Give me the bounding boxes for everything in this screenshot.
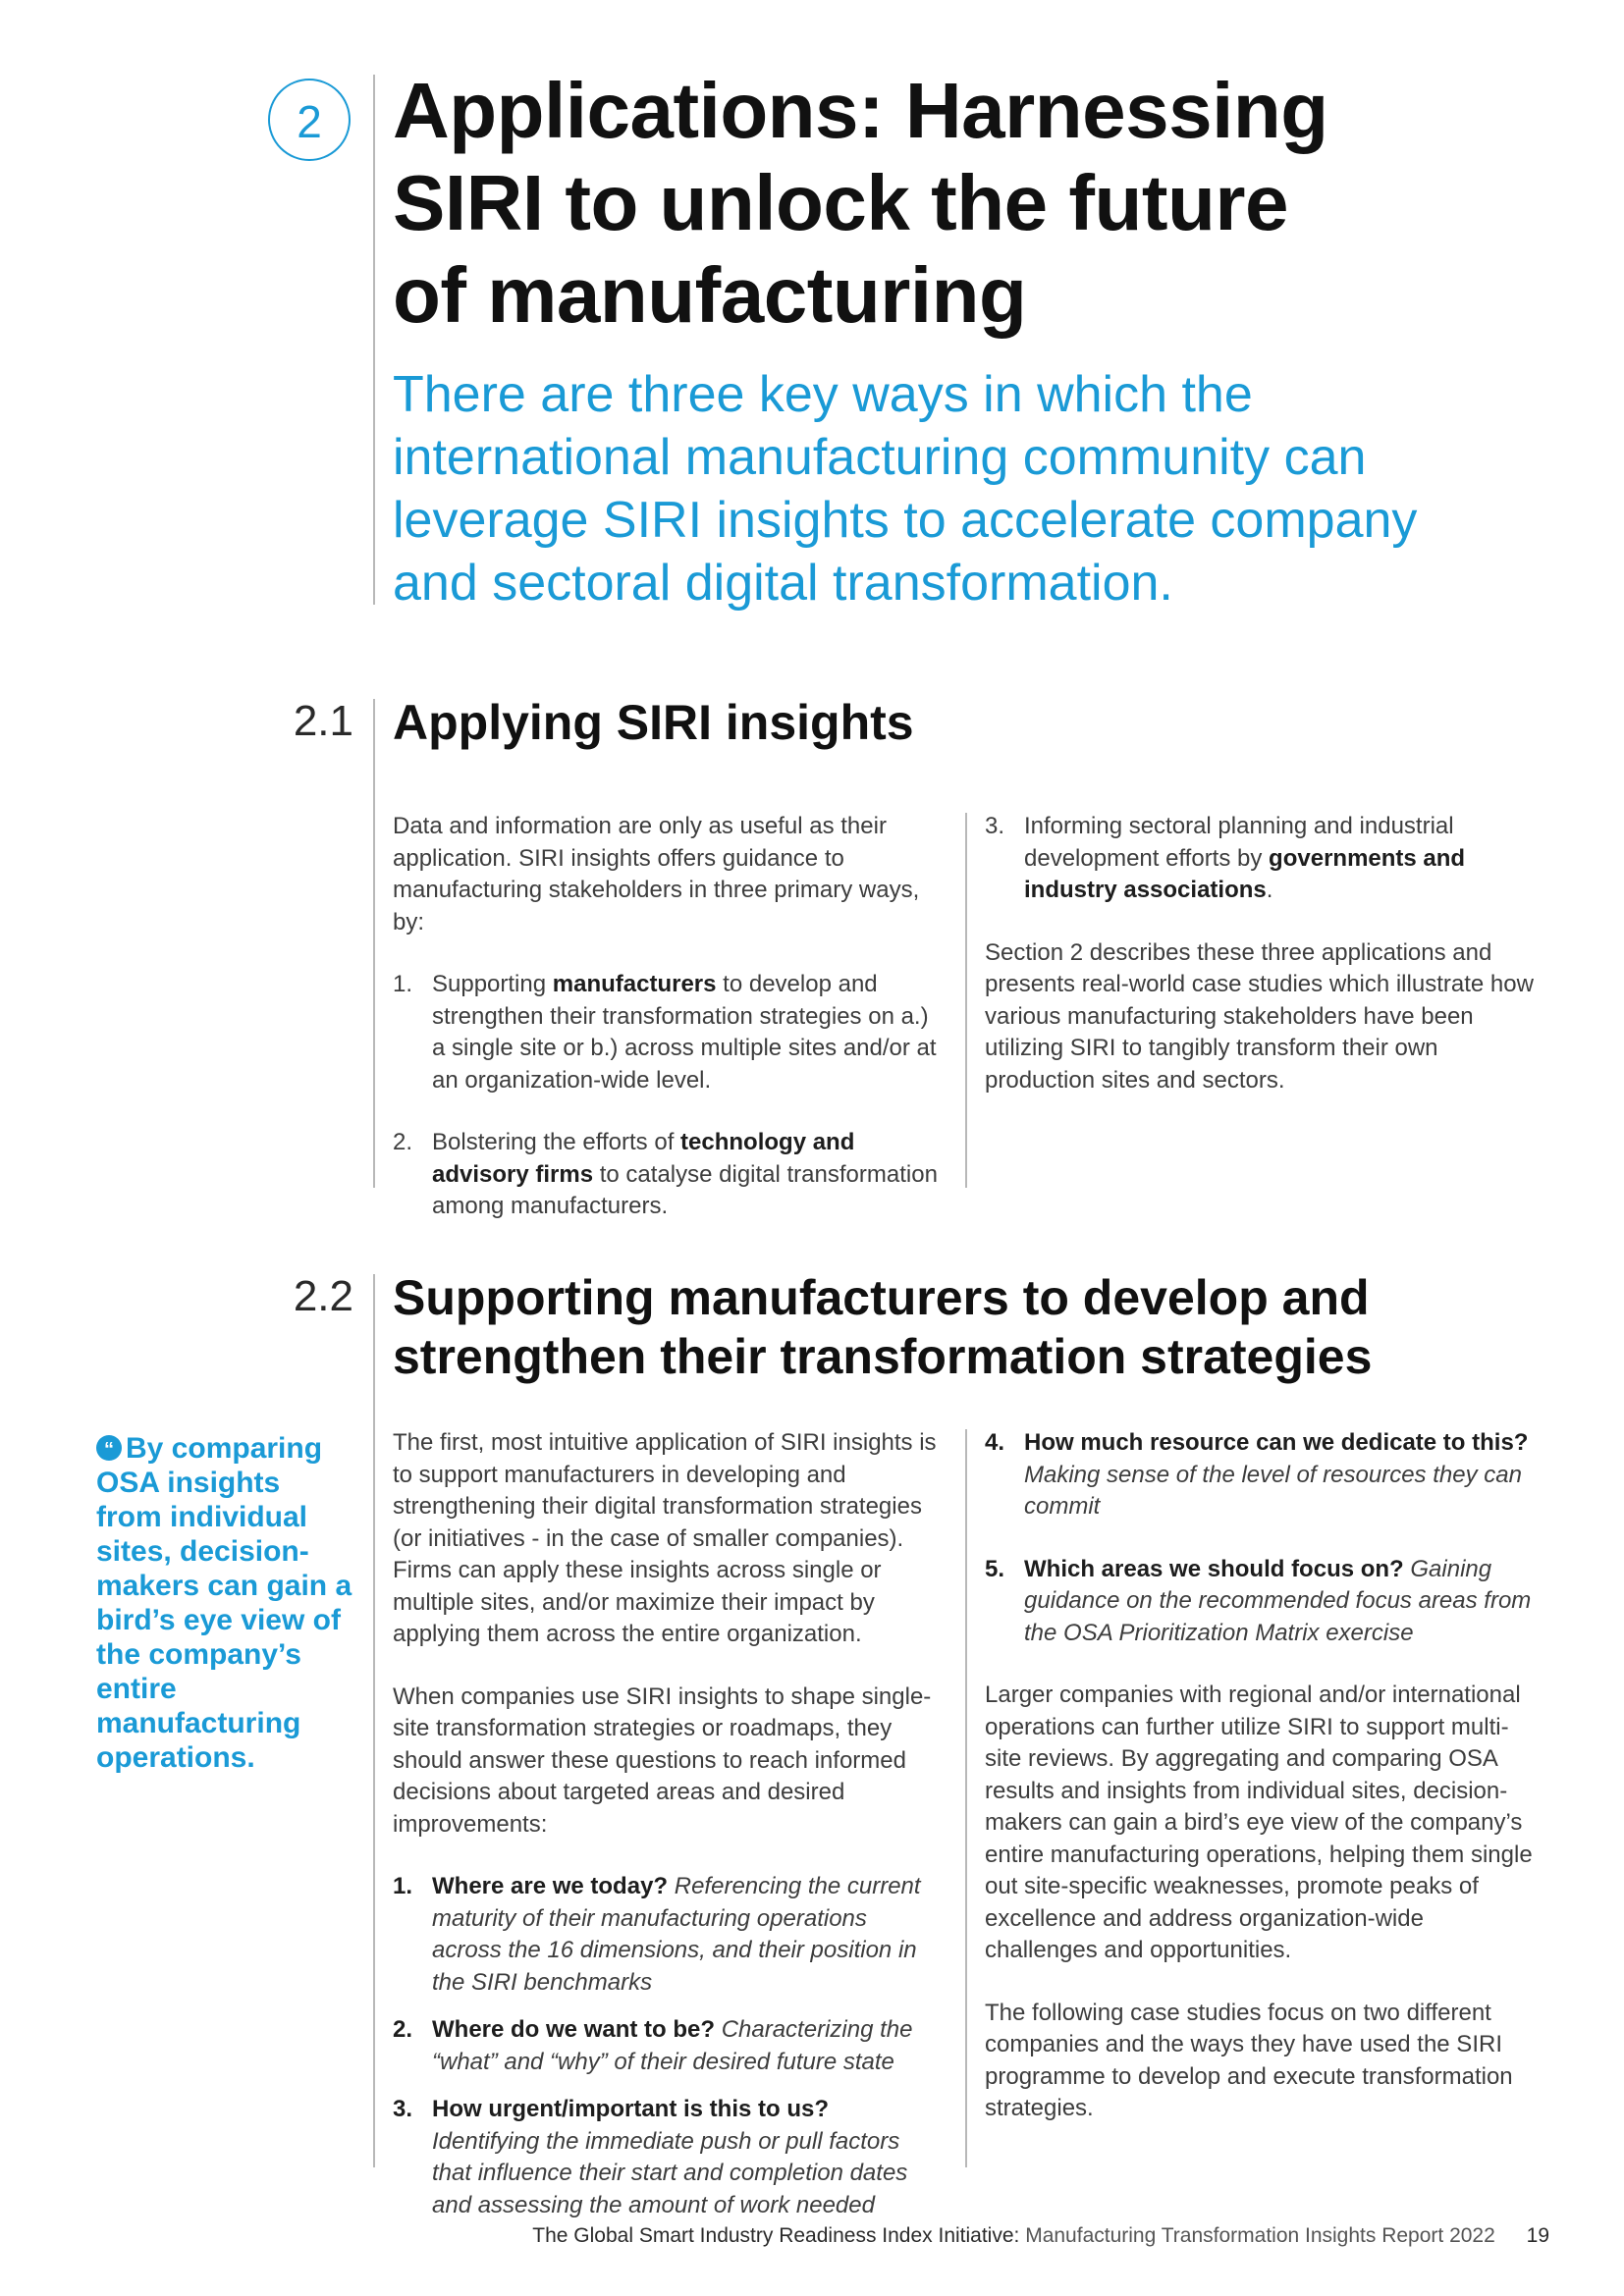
list-number: 5.	[985, 1555, 1005, 1582]
list-text-post: to develop and strengthen their transformation strategies on a.) a single site or b.) across multiple sites and/or at an organization-wide level.	[432, 971, 937, 1094]
question-bold: How much resource can we dedicate to this?	[1024, 1429, 1529, 1456]
section-2-1-divider	[373, 699, 375, 1188]
list-item	[393, 1127, 943, 1223]
section-2-2-title	[393, 1268, 1571, 1386]
list-number: 2.	[393, 2016, 413, 2043]
list-text-pre: Supporting	[432, 971, 553, 997]
section-2-1-title: Applying SIRI insights	[393, 695, 914, 750]
section-2-2-column-divider	[965, 1429, 967, 2167]
chapter-subtitle-line: and sectoral digital transformation.	[393, 555, 1173, 612]
section-2-2-para: Larger companies with regional and/or international operations can further utilize SIRI to support multi-site reviews. By aggregating and comparing OSA results and insights from individual sites, decision-makers can gain a bird’s eye view of the company’s entire manufacturing operations, helping them single out site-specific weaknesses, promote peaks of excellence and address organization-wide challenges and opportunities.	[985, 1682, 1533, 1963]
list-number: 4.	[985, 1429, 1005, 1456]
section-2-2-para: The following case studies focus on two different companies and the ways they have used the SIRI programme to develop and execute transformation strategies.	[985, 1999, 1513, 2121]
question-item	[393, 2094, 943, 2221]
pull-quote-text: By comparing OSA insights from individual sites, decision-makers can gain a bird’s eye view of the company’s entire manufacturing operations.	[96, 1432, 352, 1774]
section-2-1-summary: Section 2 describes these three applications and presents real-world case studies which illustrate how various manufacturing stakeholders have been utilizing SIRI to tangibly transform their own production sites and sectors.	[985, 938, 1534, 1094]
footer-report-series: The Global Smart Industry Readiness Index Initiative:	[532, 2224, 1020, 2247]
list-text-bold: manufacturers	[552, 971, 717, 997]
question-italic: Gaining guidance on the recommended focus areas from the OSA Prioritization Matrix exercise	[1024, 1555, 1532, 1646]
list-text-pre: Bolstering the efforts of	[432, 1129, 681, 1155]
list-number: 1.	[393, 1873, 413, 1899]
quote-icon: “	[96, 1435, 122, 1461]
list-text-bold: technology and advisory firms	[432, 1129, 855, 1188]
section-2-2-left-column	[393, 1427, 943, 2221]
question-item	[985, 1554, 1535, 1650]
chapter-subtitle-line: leverage SIRI insights to accelerate company	[393, 492, 1418, 549]
section-2-2-divider	[373, 1274, 375, 2167]
chapter-subtitle	[393, 363, 1522, 614]
list-number: 3.	[985, 813, 1005, 839]
chapter-number-badge: 2	[268, 79, 351, 161]
list-text-post: to catalyse digital transformation among manufacturers.	[432, 1160, 938, 1219]
question-bold: Where are we today?	[432, 1873, 669, 1899]
list-text-pre: Informing sectoral planning and industrial development efforts by	[1024, 813, 1454, 872]
chapter-divider	[373, 75, 375, 605]
question-bold: Which areas we should focus on?	[1024, 1555, 1404, 1582]
list-item	[985, 811, 1535, 907]
question-item	[393, 1871, 943, 1999]
section-2-1-column-divider	[965, 813, 967, 1188]
list-item	[393, 969, 943, 1096]
question-item	[985, 1427, 1535, 1523]
footer-report-title: Manufacturing Transformation Insights Report 2022	[1025, 2224, 1495, 2247]
chapter-title	[393, 65, 1571, 342]
section-2-2-title-line: strengthen their transformation strategies	[393, 1329, 1373, 1384]
pull-quote	[96, 1431, 353, 1775]
question-bold: How urgent/important is this to us?	[432, 2096, 829, 2122]
section-2-2-para: The first, most intuitive application of SIRI insights is to support manufacturers in developing and strengthening their digital transformation strategies (or initiatives - in the case of smaller companies). Firms can apply these insights across single or multiple sites, and/or maximize their impact by applying them across the entire organization.	[393, 1429, 937, 1647]
section-2-1-number: 2.1	[293, 697, 353, 745]
section-2-1-right-column	[985, 811, 1535, 1127]
section-2-2-title-line: Supporting manufacturers to develop and	[393, 1270, 1370, 1325]
question-italic: Making sense of the level of resources they can commit	[1024, 1461, 1522, 1520]
chapter-subtitle-line: There are three key ways in which the	[393, 366, 1253, 423]
list-text-post: .	[1266, 877, 1273, 903]
chapter-title-line: Applications: Harnessing	[393, 67, 1328, 154]
section-2-1-left-column	[393, 811, 943, 1254]
chapter-title-line: SIRI to unlock the future	[393, 159, 1288, 246]
page-number: 19	[1526, 2224, 1549, 2247]
question-italic: Characterizing the “what” and “why” of their desired future state	[432, 2016, 913, 2075]
list-text-bold: governments and industry associations	[1024, 844, 1466, 903]
list-number: 1.	[393, 971, 413, 997]
list-number: 2.	[393, 1129, 413, 1155]
chapter-subtitle-line: international manufacturing community can	[393, 429, 1367, 486]
section-2-2-para: When companies use SIRI insights to shape single-site transformation strategies or roadmaps, they should answer these questions to reach informed decisions about targeted areas and desired improvements:	[393, 1682, 932, 1838]
question-bold: Where do we want to be?	[432, 2016, 716, 2043]
section-2-2-number: 2.2	[293, 1272, 353, 1320]
question-item	[393, 2014, 943, 2078]
list-number: 3.	[393, 2096, 413, 2122]
section-2-2-right-column	[985, 1427, 1535, 2156]
question-italic: Identifying the immediate push or pull factors that influence their start and completion dates and assessing the amount of work needed	[432, 2127, 908, 2218]
chapter-title-line: of manufacturing	[393, 251, 1027, 339]
section-2-1-intro: Data and information are only as useful as their application. SIRI insights offers guidance to manufacturing stakeholders in three primary ways, by:	[393, 813, 920, 935]
page-footer	[532, 2224, 1549, 2248]
question-italic: Referencing the current maturity of their manufacturing operations across the 16 dimensions, and their position in the SIRI benchmarks	[432, 1873, 921, 1996]
